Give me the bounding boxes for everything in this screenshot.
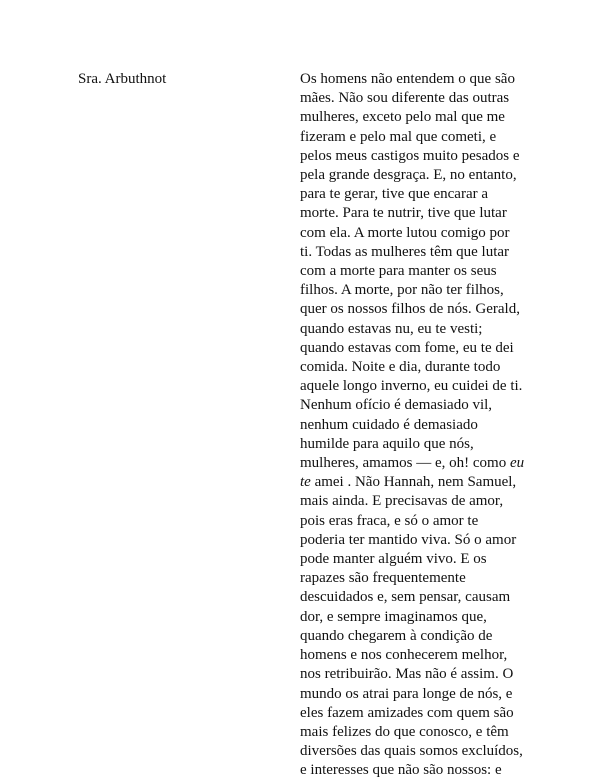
speech-line: ti. Todas as mulheres têm que lutar [300, 243, 510, 260]
speech-line: dor, e sempre imaginamos que, [300, 608, 487, 625]
speech-line: morte. Para te nutrir, tive que lutar [300, 205, 507, 222]
speech-line: quando estavas nu, eu te vesti; [300, 320, 483, 337]
speech-line: para te gerar, tive que encarar a [300, 186, 489, 203]
speech-line: eles fazem amizades com quem são [300, 704, 514, 721]
speech-line: fizeram e pelo mal que cometi, e [300, 128, 497, 145]
speech-line: mais ainda. E precisavas de amor, [300, 493, 504, 510]
speech-line: nos retribuirão. Mas não é assim. O [300, 666, 514, 683]
speech-line: quando estavas com fome, eu te dei [300, 339, 514, 356]
speech-line [300, 454, 540, 473]
speech-line [300, 473, 540, 492]
speech-line: mundo os atrai para longe de nós, e [300, 685, 513, 702]
emphasis-text: eu [509, 455, 525, 472]
speech-line: Nenhum ofício é demasiado vil, [300, 397, 493, 414]
speaker-name: Sra. Arbuthnot [78, 71, 167, 87]
speech-line: comida. Noite e dia, durante todo [300, 359, 501, 376]
speech-line: pela grande desgraça. E, no entanto, [300, 167, 517, 184]
speech-line: quando chegarem à condição de [300, 627, 493, 644]
speech-line: com a morte para manter os seus [300, 263, 497, 280]
speech-line: aquele longo inverno, eu cuidei de ti. [300, 378, 523, 395]
speech-line: poderia ter mantido viva. Só o amor [300, 531, 517, 548]
speech-line: homens e nos conhecerem melhor, [300, 647, 508, 664]
speech-line: mulheres, exceto pelo mal que me [300, 109, 505, 126]
speech-line: pelos meus castigos muito pesados e [300, 147, 520, 164]
speech-line: filhos. A morte, por não ter filhos, [300, 282, 504, 299]
speech-line: com ela. A morte lutou comigo por [300, 224, 510, 241]
speech-line: pois eras fraca, e só o amor te [300, 512, 479, 529]
speech-text-segment: amei . Não Hannah, nem Samuel, [314, 474, 517, 491]
speech-line: mães. Não sou diferente das outras [300, 90, 510, 107]
speech-line: e interesses que não são nossos: e [300, 762, 502, 779]
speech-line: quer os nossos filhos de nós. Gerald, [300, 301, 520, 318]
speech-line: diversões das quais somos excluídos, [300, 743, 523, 760]
speech-line: humilde para aquilo que nós, [300, 435, 474, 452]
speech-text-segment: mulheres, amamos — e, oh! como [300, 455, 507, 472]
speech-line: mais felizes do que conosco, e têm [300, 723, 509, 740]
speech-line: pode manter alguém vivo. E os [300, 551, 487, 568]
emphasis-text: te [300, 474, 311, 491]
speech-text [300, 70, 540, 781]
speech-line: rapazes são frequentemente [300, 570, 466, 587]
speech-line: nenhum cuidado é demasiado [300, 416, 478, 433]
speech-line: descuidados e, sem pensar, causam [300, 589, 511, 606]
speech-line: Os homens não entendem o que são [300, 71, 515, 87]
